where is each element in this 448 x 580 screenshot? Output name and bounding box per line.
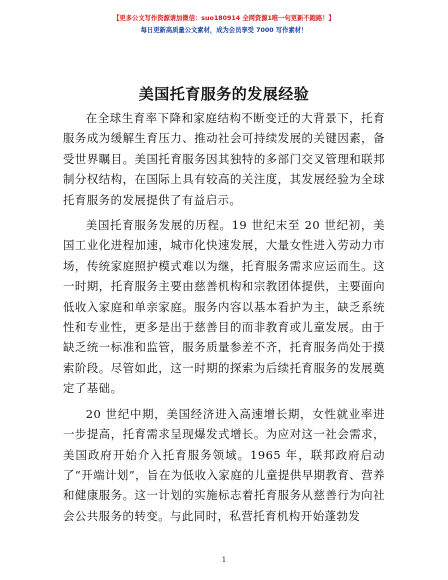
page-number: 1 [221,556,227,564]
document-body [63,108,385,531]
paragraph-intro: 在全球生育率下降和家庭结构不断变迁的大背景下，托育服务成为缓解生育压力、推动社会可持续发展的关键因素，备受世界瞩目。美国托育服务因其独特的多部门交叉管理和联邦制分权结构，在国际上具有较高的关注度，其发展经验为全球托育服务的发展提供了有益启示。 [63,111,385,207]
promo-banner-line-2: 每日更新高质量公文素材，成为会员享受 7000 写作素材！ [140,27,308,34]
paragraph-history: 美国托育服务发展的历程。19 世纪末至 20 世纪初，美国工业化进程加速，城市化快速发展，大量女性进入劳动力市场，传统家庭照护模式难以为继，托育服务需求应运而生。这一时期，托育服务主要由慈善机构和宗教团体提供，主要面向低收入家庭和单亲家庭。服务内容以基本看护为主，缺乏系统性和专业性，更多是出于慈善目的而非教育或儿童发展。由于缺乏统一标准和监管，服务质量参差不齐，托育服务尚处于摸索阶段。尽管如此，这一时期的探索为后续托育服务的发展奠定了基础。 [63,218,385,396]
paragraph-mid-century: 20 世纪中期，美国经济进入高速增长期，女性就业率进一步提高，托育需求呈现爆发式增长。为应对这一社会需求，美国政府开始介入托育服务领域。1965 年，联邦政府启动了“开端计划”，旨在为低收入家庭的儿童提供早期教育、营养和健康服务。这一计划的实施标志着托育服务从慈善行为向社会公共服务的转变。与此同时，私营托育机构开始蓬勃发 [63,406,385,523]
promo-banner-line-1: 【更多公文写作资源请加微信：suo180914 全网资源1唯一句更新不跑路！】 [113,15,335,22]
document-title: 美国托育服务的发展经验 [138,85,310,103]
